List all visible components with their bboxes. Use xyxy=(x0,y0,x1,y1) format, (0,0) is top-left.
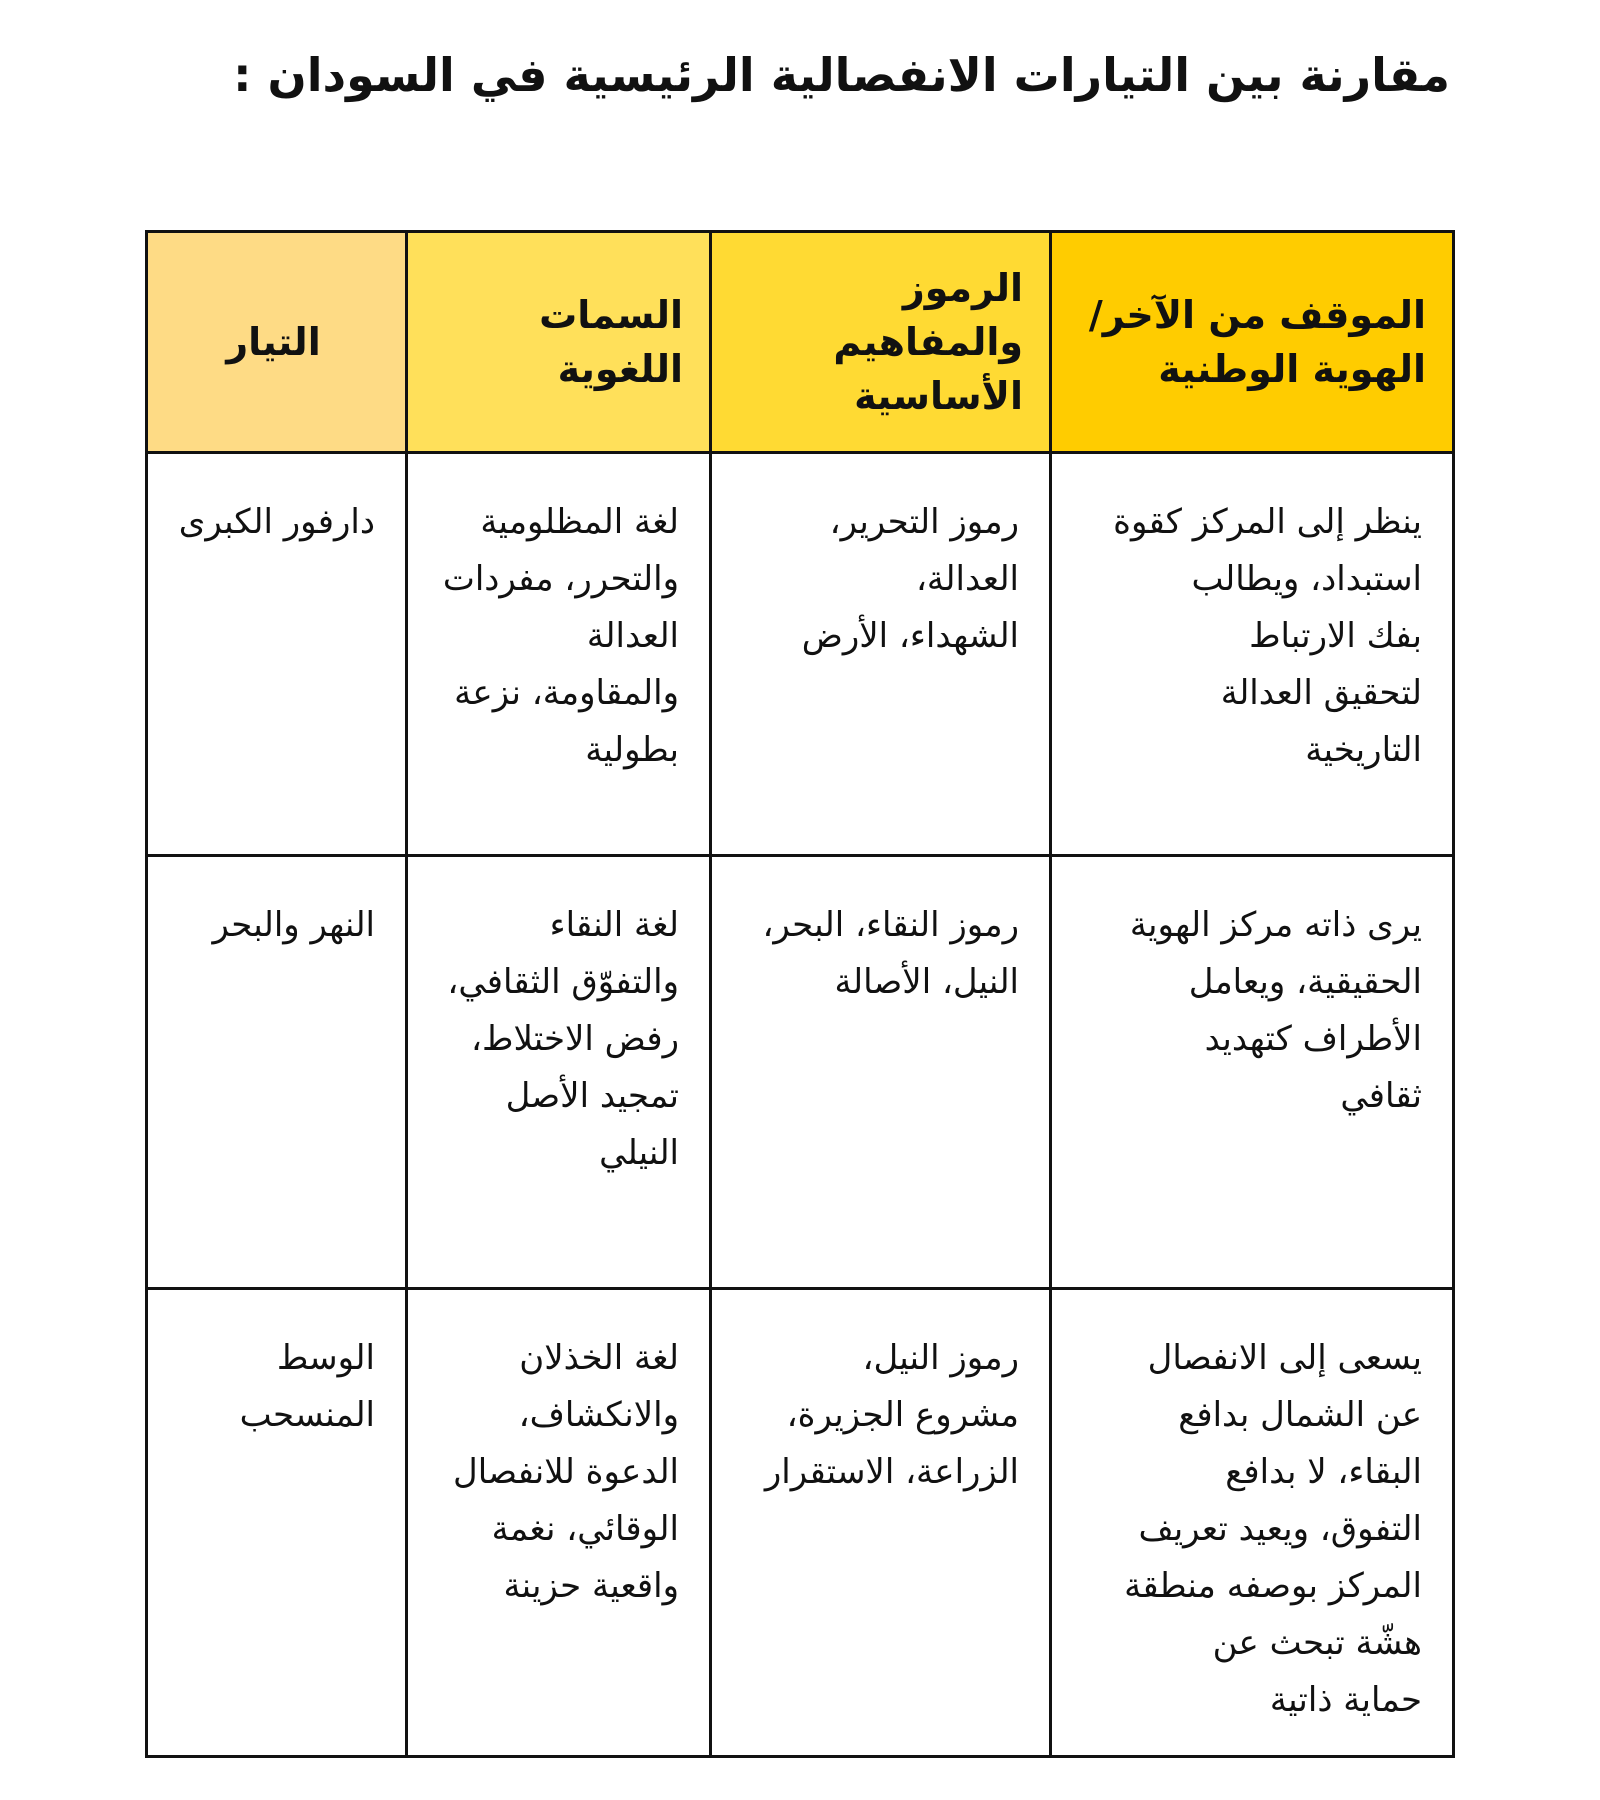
page-title: مقارنة بين التيارات الانفصالية الرئيسية في السودان : xyxy=(233,48,1450,102)
cell-current: النهر والبحر xyxy=(147,856,407,1289)
table-row xyxy=(147,453,1454,856)
cell-linguistic-features: لغة المظلومية والتحرر، مفردات العدالة والمقاومة، نزعة بطولية xyxy=(407,453,711,856)
cell-symbols: رموز النقاء، البحر، النيل، الأصالة xyxy=(711,856,1051,1289)
cell-symbols: رموز التحرير، العدالة، الشهداء، الأرض xyxy=(711,453,1051,856)
cell-current: الوسط المنسحب xyxy=(147,1289,407,1757)
cell-symbols: رموز النيل، مشروع الجزيرة، الزراعة، الاستقرار xyxy=(711,1289,1051,1757)
cell-current: دارفور الكبرى xyxy=(147,453,407,856)
table-row xyxy=(147,856,1454,1289)
table-row xyxy=(147,1289,1454,1757)
cell-linguistic-features: لغة الخذلان والانكشاف، الدعوة للانفصال الوقائي، نغمة واقعية حزينة xyxy=(407,1289,711,1757)
comparison-table xyxy=(145,230,1455,1758)
cell-stance: يسعى إلى الانفصال عن الشمال بدافع البقاء، لا بدافع التفوق، ويعيد تعريف المركز بوصفه منطقة هشّة تبحث عن حماية ذاتية xyxy=(1051,1289,1454,1757)
cell-stance: يرى ذاته مركز الهوية الحقيقية، ويعامل الأطراف كتهديد ثقافي xyxy=(1051,856,1454,1289)
header-stance: الموقف من الآخر/ الهوية الوطنية xyxy=(1051,232,1454,453)
table-header-row xyxy=(147,232,1454,453)
header-linguistic-features: السمات اللغوية xyxy=(407,232,711,453)
header-current: التيار xyxy=(147,232,407,453)
header-symbols: الرموز والمفاهيم الأساسية xyxy=(711,232,1051,453)
cell-stance: ينظر إلى المركز كقوة استبداد، ويطالب بفك الارتباط لتحقيق العدالة التاريخية xyxy=(1051,453,1454,856)
cell-linguistic-features: لغة النقاء والتفوّق الثقافي، رفض الاختلاط، تمجيد الأصل النيلي xyxy=(407,856,711,1289)
